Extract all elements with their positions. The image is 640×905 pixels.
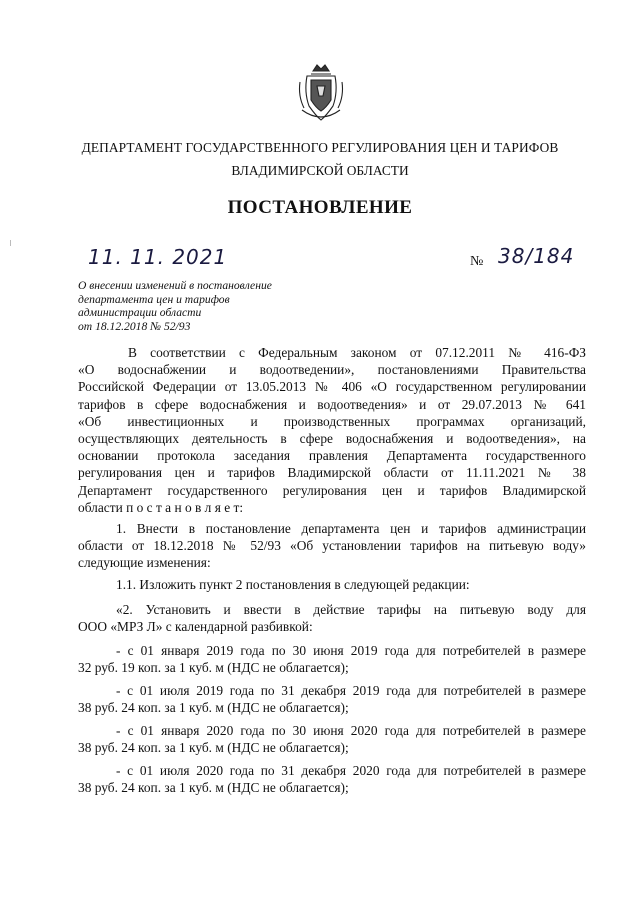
text-line: ООО «МРЗ Л» с календарной разбивкой: (78, 619, 313, 635)
subject-line: О внесении изменений в постановление (78, 279, 272, 292)
text-line: «О водоснабжении и водоотведении», постановлениями Правительства (78, 362, 586, 378)
tariff-item (78, 682, 586, 716)
scan-mark (10, 240, 11, 246)
text-line: «2. Установить и ввести в действие тарифы на питьевую воду для (116, 602, 586, 617)
text-line: 38 руб. 24 коп. за 1 куб. м (НДС не облагается); (78, 780, 349, 796)
document-number: 38/184 (498, 244, 575, 268)
tariff-item (78, 722, 586, 756)
tariff-item (78, 642, 586, 676)
text-line: - с 01 января 2020 года по 30 июня 2020 года для потребителей в размере (116, 723, 586, 738)
number-label: № (470, 254, 484, 269)
item-2-paragraph (78, 601, 586, 635)
text-line: 38 руб. 24 коп. за 1 куб. м (НДС не облагается); (78, 700, 349, 716)
text-line: 38 руб. 24 коп. за 1 куб. м (НДС не облагается); (78, 740, 349, 756)
text-line: тарифов в сфере водоснабжения и водоотведения» и от 29.07.2013 № 641 (78, 396, 586, 412)
text-line: - с 01 июля 2019 года по 31 декабря 2019 года для потребителей в размере (116, 683, 586, 698)
text-line: области п о с т а н о в л я е т: (78, 499, 244, 515)
document-date: 11. 11. 2021 (88, 245, 228, 269)
text-line: В соответствии с Федеральным законом от 07.12.2011 № 416-ФЗ (128, 345, 586, 360)
item-1-paragraph (78, 520, 586, 572)
tariff-item (78, 762, 586, 796)
text-line: следующие изменения: (78, 555, 211, 571)
subject-line: администрации области (78, 306, 202, 319)
text-line: «Об инвестиционных и производственных программах организаций, (78, 413, 586, 429)
text-line: Российской Федерации от 13.05.2013 № 406 «О государственном регулировании (78, 379, 586, 395)
text-line: - с 01 июля 2020 года по 31 декабря 2020 года для потребителей в размере (116, 763, 586, 778)
text-line: основании протокола заседания правления Департамента государственного (78, 448, 586, 464)
text-line: области от 18.12.2018 № 52/93 «Об установлении тарифов на питьевую воду» (78, 538, 586, 554)
text-line: 1. Внести в постановление департамента цен и тарифов администрации (116, 521, 586, 536)
text-line: Департамент государственного регулирования цен и тарифов Владимирской (78, 482, 586, 498)
subject-line: от 18.12.2018 № 52/93 (78, 319, 191, 333)
item-1-1-paragraph (78, 576, 586, 593)
text-line: осуществляющих деятельность в сфере водоснабжения и водоотведения», на (78, 431, 586, 447)
text-line: 32 руб. 19 коп. за 1 куб. м (НДС не облагается); (78, 660, 349, 676)
text-line: - с 01 января 2019 года по 30 июня 2019 года для потребителей в размере (116, 643, 586, 658)
subject-line: департамента цен и тарифов (78, 292, 230, 306)
preamble-paragraph (78, 344, 586, 516)
text-line: регулирования цен и тарифов Владимирской области от 11.11.2021 № 38 (78, 465, 586, 481)
department-name-line1: ДЕПАРТАМЕНТ ГОСУДАРСТВЕННОГО РЕГУЛИРОВАНИЯ ЦЕН И ТАРИФОВ (81, 140, 559, 155)
text-line: 1.1. Изложить пункт 2 постановления в следующей редакции: (116, 577, 470, 592)
document-subject (78, 279, 272, 333)
document-title: ПОСТАНОВЛЕНИЕ (227, 197, 413, 218)
department-name-line2: ВЛАДИМИРСКОЙ ОБЛАСТИ (231, 163, 409, 178)
coat-of-arms-icon (296, 62, 346, 124)
